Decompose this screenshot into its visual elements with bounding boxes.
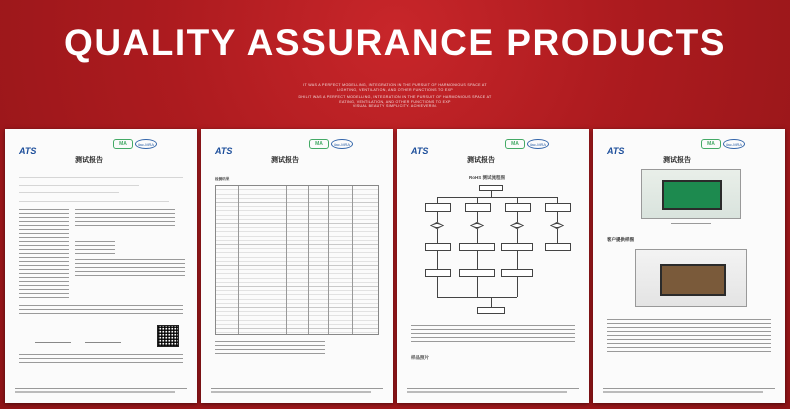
report-page-2[interactable] <box>201 129 393 403</box>
flow-connector <box>517 229 518 243</box>
flow-connector <box>437 251 438 269</box>
cma-logo: MA <box>113 139 133 149</box>
foosball-table-image <box>660 264 726 296</box>
table-divider <box>308 186 309 334</box>
report-page-1[interactable] <box>5 129 197 403</box>
flow-connector <box>477 277 478 297</box>
cma-logo: MA <box>505 139 525 149</box>
table-divider <box>328 186 329 334</box>
page-title: QUALITY ASSURANCE PRODUCTS <box>64 22 726 63</box>
table-divider <box>238 186 239 334</box>
signature-line <box>85 335 121 343</box>
text-line <box>19 177 183 178</box>
ilac-logo: ilac-MRA <box>527 139 549 149</box>
flow-step <box>459 269 495 277</box>
flow-connector <box>517 212 518 222</box>
cma-logo: MA <box>701 139 721 149</box>
flow-notes <box>411 325 575 343</box>
flow-connector <box>437 197 557 198</box>
page-footer <box>15 388 187 395</box>
section-title: 检测结果 <box>215 177 230 181</box>
subtitle-line: LIGHTING, VENTILATION, AND OTHER FUNCTIONS TO EXP <box>337 87 453 92</box>
report-title: 测试报告 <box>271 156 299 164</box>
results-table <box>215 185 379 335</box>
photo-caption <box>671 223 711 226</box>
value-column <box>75 259 185 277</box>
ilac-logo: ilac-MRA <box>331 139 353 149</box>
footer-text <box>15 391 175 393</box>
flow-step <box>545 243 571 251</box>
value-column <box>75 209 175 229</box>
value-column <box>75 241 115 257</box>
flow-connector <box>517 251 518 269</box>
flow-connector <box>557 212 558 222</box>
flow-step <box>477 307 505 314</box>
flow-connector <box>477 229 478 243</box>
subtitle-line: IT WAS A PERFECT MODELLING, INTEGRATION IN THE PURSUIT OF HARMONIOUS SPACE AT <box>303 83 487 87</box>
flow-step <box>501 243 533 251</box>
report-page-4[interactable] <box>593 129 785 403</box>
flow-decision <box>470 222 484 229</box>
note-text <box>19 305 183 317</box>
flow-connector <box>517 277 518 297</box>
flowchart-title: RoHS 测试流程图 <box>469 175 505 180</box>
report-page-3[interactable] <box>397 129 589 403</box>
page-footer <box>211 388 383 395</box>
signature-line <box>35 335 71 343</box>
subtitle-line: VISUAL BEAUTY SIMPLICITY. ACHIEVERIN. <box>352 104 438 109</box>
flow-decision <box>510 222 524 229</box>
footer-text <box>407 391 567 393</box>
flow-connector <box>557 229 558 243</box>
label-column <box>19 209 69 299</box>
flow-connector <box>491 297 492 307</box>
report-title: 测试报告 <box>75 156 103 164</box>
flow-connector <box>437 212 438 222</box>
flow-connector <box>437 297 517 298</box>
subtitle-block-1 <box>0 83 790 92</box>
ats-logo: ATS <box>215 146 233 156</box>
subtitle-line: EATING, VENTILATION, AND OTHER FUNCTIONS TO EXP <box>339 99 451 104</box>
ilac-logo: ilac-MRA <box>723 139 745 149</box>
flow-connector <box>437 277 438 297</box>
footer-text <box>603 391 763 393</box>
flow-step <box>465 203 491 212</box>
ilac-logo: ilac-MRA <box>135 139 157 149</box>
report-title: 测试报告 <box>467 156 495 164</box>
ats-logo: ATS <box>19 146 37 156</box>
table-divider <box>286 186 287 334</box>
foosball-table-image <box>662 180 722 210</box>
text-line <box>19 185 139 186</box>
text-line <box>19 201 169 202</box>
page-footer <box>407 388 579 395</box>
qr-code <box>157 325 179 347</box>
subtitle-line: DHILIT WAS A PERFECT MODELLING, INTEGRATION IN THE PURSUIT OF HARMONIOUS SPACE AT <box>298 95 492 99</box>
footnote <box>19 354 183 364</box>
cma-logo: MA <box>309 139 329 149</box>
text-line <box>19 192 119 193</box>
table-notes <box>215 341 325 355</box>
flow-connector <box>477 251 478 269</box>
flow-decision <box>430 222 444 229</box>
sample-photo-label: 样品照片 <box>411 355 429 360</box>
declaration-text <box>607 319 771 355</box>
flow-step <box>505 203 531 212</box>
ats-logo: ATS <box>411 146 429 156</box>
flow-step <box>545 203 571 212</box>
flow-decision <box>550 222 564 229</box>
customer-sample-photo <box>635 249 747 307</box>
table-divider <box>352 186 353 334</box>
sample-photo <box>641 169 741 219</box>
footer-text <box>211 391 371 393</box>
flow-step <box>425 243 451 251</box>
flow-connector <box>437 229 438 243</box>
flow-connector <box>477 212 478 222</box>
page-footer <box>603 388 775 395</box>
flow-step <box>501 269 533 277</box>
ats-logo: ATS <box>607 146 625 156</box>
section-title: 客户提供样图 <box>607 237 634 242</box>
report-title: 测试报告 <box>663 156 691 164</box>
subtitle-block-2 <box>0 95 790 109</box>
flow-step <box>425 269 451 277</box>
flow-step <box>425 203 451 212</box>
flow-step <box>459 243 495 251</box>
